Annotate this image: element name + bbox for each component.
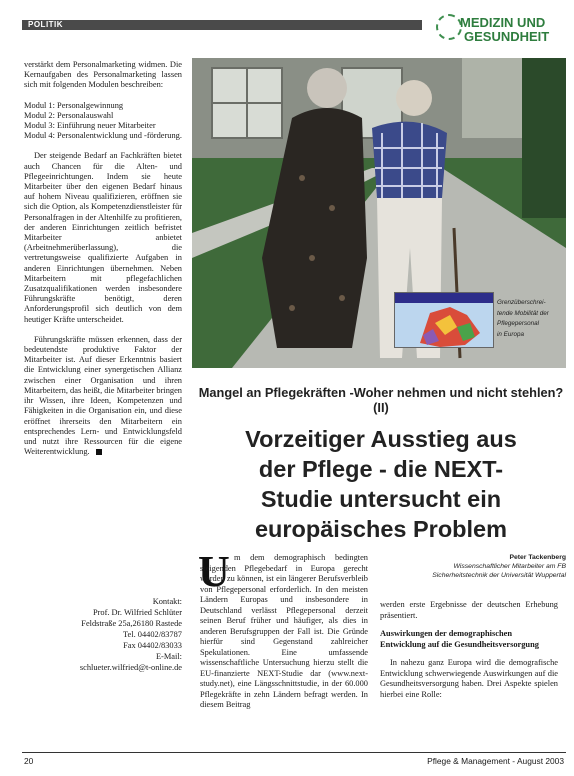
left-paragraph-3-text: Führungskräfte müssen erkennen, dass der bedeutendste produktive Faktor der Mitarbeiter ist. Auf dieser Erkenntnis basiert die Entwicklung einer synergetischen Allianz zwischen einer Organisation und ihren Mitarbeitern, das heißt, die Mitarbeiter bringen ihr Wissen, ihre Ideen, Kompetenzen und Fähigkeiten in die Organisation ein, und diese eröffnet ihrerseits den Mitarbeitern ein entsprechendes Lern- und Entwicklungsfeld und nutzt ihre Ressourcen für die eigene Weiterentwicklung. [24,334,182,457]
page-number: 20 [24,756,34,766]
left-paragraph-2: Der steigende Bedarf an Fachkräften bietet auch Chancen für die Alten- und Pflegeeinrichtungen. Indem sie heute Mitarbeiter über den eigenen Bedarf hinaus auf hohem Niveau qualifizieren, eröffnen sie sich die Option, als Kompetenzdienstleister für Personalfragen in der Altenhilfe zu profitieren, der anderen Einrichtungen zeitlich befristet Mitarbeiter anbietet (Arbeitnehmerüberlassung), die vertretungsweise qualifizierte Aufgaben in anderen Einrichtungen übernehmen. Neben Mitarbeitern mit pflegefachlichen Zusatzqualifikationen werden insbesondere Führungskräfte benötigt, deren Anforderungsprofil sich deutlich von dem heutiger Kräfte unterscheidet. [24,151,182,324]
module-item: Modul 3: Einführung neuer Mitarbeiter [24,121,156,131]
author-role: Wissenschaftlicher Mitarbeiter am FB [453,563,566,570]
module-list [24,101,182,142]
body-paragraph-1: m dem demographisch bedingten steigenden Pflegebedarf in Europa gerecht werden zu können, ist ein längerer Berufsverbleib von Pflegepersonal erforderlich. In den meisten Ländern Europas und insbesondere in Deutschland verlässt Pflegepersonal derzeit seinen Beruf früher und häufiger, als dies in anderen Berufsgruppen der Fall ist. Die Gründe hierfür sind Gegenstand zahlreicher Spekulationen. Eine umfassende wissenschaftliche Untersuchung hierzu stellt die EU-finanzierte NEXT-Studie dar (www.next-study.net), eine Längsschnittstudie, in der 60.000 Pflegekräfte in zehn Ländern befragt werden. In diesem Beitrag [200,553,368,709]
drop-cap: U [198,547,230,596]
headline-line: europäisches Problem [254,516,508,542]
logo-line-2: GESUNDHEIT [464,29,550,44]
contact-email: schlueter.wilfried@t-online.de [79,663,182,672]
logo-line-1: MEDIZIN UND [460,15,546,30]
map-caption-line: Grenzüberschrei- [497,299,546,306]
headline-line: der Pflege - die NEXT- [258,456,504,482]
end-of-article-mark [96,449,102,455]
headline-line: Studie untersucht ein [260,486,502,512]
footer-rule [22,752,566,753]
contact-email-label: E-Mail: [155,652,182,661]
body-paragraph-2: werden erste Ergebnisse der deutschen Erhebung präsentiert. [380,600,558,620]
contact-label: Kontakt: [152,597,182,606]
article-kicker: Mangel an Pflegekräften -Woher nehmen und nicht stehlen? (II) [198,385,564,415]
left-paragraph-3 [24,335,182,457]
europe-map-inset [394,292,494,348]
map-caption-line: Pflegepersonal [497,320,540,327]
contact-name: Prof. Dr. Wilfried Schlüter [92,608,182,617]
contact-block [24,596,182,673]
right-column [380,600,558,708]
subheading: Auswirkungen der demographischen Entwicklung auf die Gesundheitsversorgung [380,629,539,649]
author-block [380,553,566,580]
module-item: Modul 1: Personalgewinnung [24,100,124,110]
publication-info: Pflege & Management - August 2003 [427,756,564,766]
section-bar [22,20,422,30]
middle-column [198,547,368,711]
map-caption-line: in Europa [497,330,524,338]
author-name: Peter Tackenberg [509,554,566,561]
contact-fax: Fax 04402/83033 [123,641,182,650]
author-role: Sicherheitstechnik der Universität Wuppertal [432,572,566,579]
module-item: Modul 4: Personalentwicklung und -förderung. [24,131,182,141]
headline-line: Vorzeitiger Ausstieg aus [245,426,517,452]
map-caption-line: tende Mobilität der [497,309,549,317]
medizin-gesundheit-logo [436,14,566,52]
contact-tel: Tel. 04402/83787 [123,630,182,639]
contact-street: Feldstraße 25a,26180 Rastede [81,619,182,628]
body-paragraph-3: In nahezu ganz Europa wird die demografische Entwicklung schwerwiegende Auswirkungen auf die Gesundheitsversorgung haben. Drei Aspekte spielen hierbei eine Rolle: [380,658,558,699]
map-caption [497,298,567,340]
europe-map-icon [395,293,494,348]
logo-swoosh-icon [436,14,462,40]
article-headline [196,424,566,544]
left-column [24,60,182,467]
left-paragraph-1: verstärkt dem Personalmarketing widmen. Die Kernaufgaben des Personalmarketing lassen sich mit folgenden Modulen beschreiben: [24,60,182,90]
section-label: POLITIK [28,20,64,29]
module-item: Modul 2: Personalauswahl [24,110,114,120]
